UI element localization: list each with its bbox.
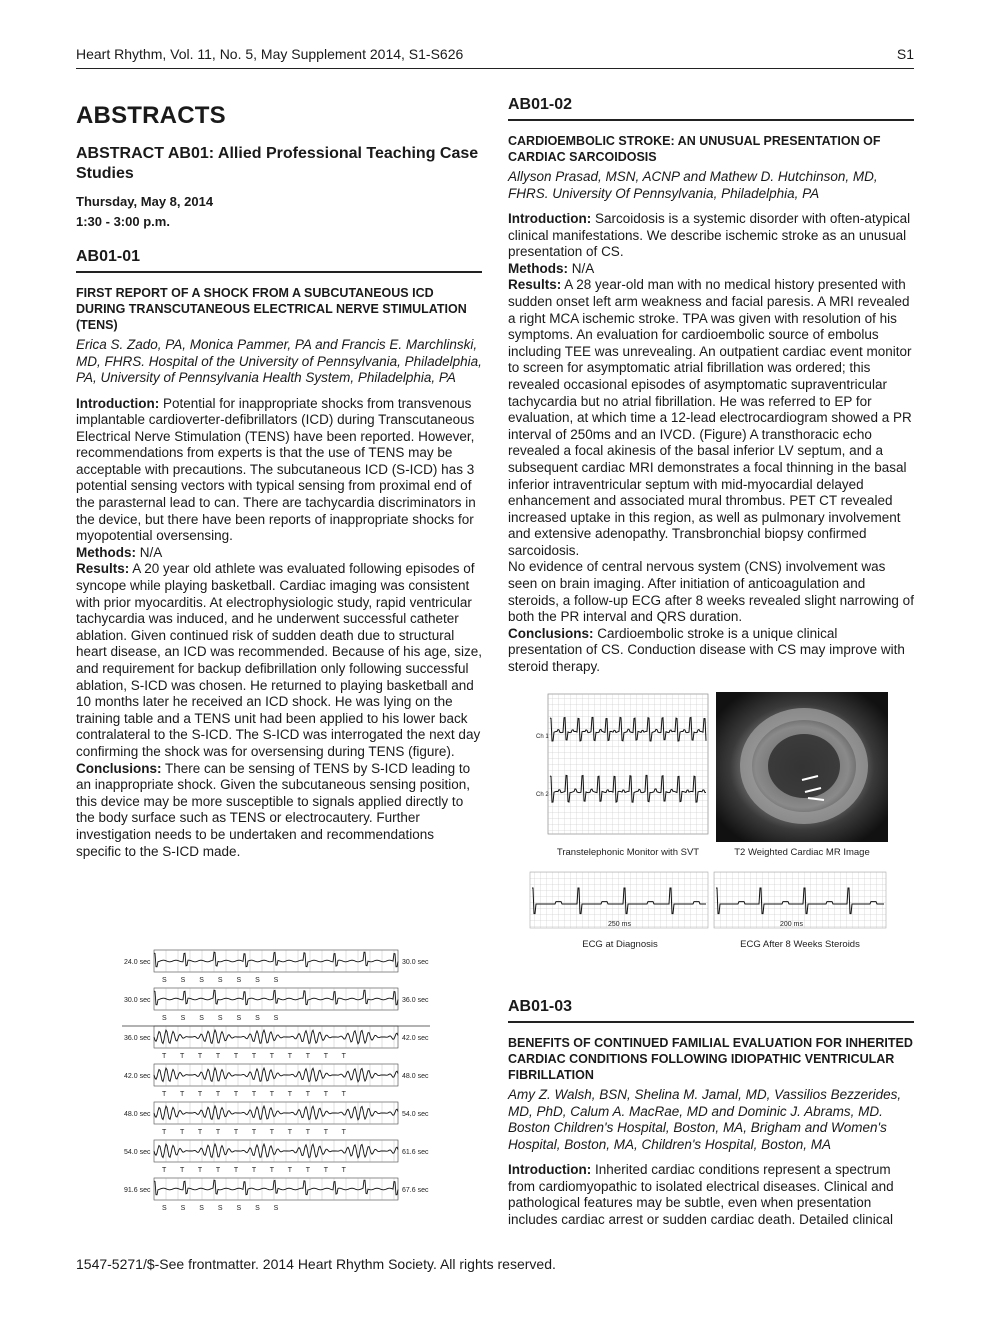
left-column [76,96,482,860]
copyright-footer: 1547-5271/$-See frontmatter. 2014 Heart Rhythm Society. All rights reserved. [76,1256,556,1272]
introduction-text: Inherited cardiac conditions represent a spectrum from cardiomyopathic to isolated electrical diseases. Clinical and pathological features may be subtle, even when presentation includes cardiac arrest or sudden cardiac death. Detailed clinical [508,1162,894,1227]
abstract-title: CARDIOEMBOLIC STROKE: AN UNUSUAL PRESENTATION OF CARDIAC SARCOIDOSIS [508,134,881,164]
session-time: 1:30 - 3:00 p.m. [76,214,170,229]
journal-citation: Heart Rhythm, Vol. 11, No. 5, May Supplement 2014, S1-S626 [76,46,464,62]
abstract-id: AB01-01 [76,248,482,273]
caption-mri: T2 Weighted Cardiac MR Image [734,847,870,858]
introduction-paragraph [508,1162,914,1228]
pr-interval-250: 250 ms [608,921,631,928]
section-heading: ABSTRACTS [76,102,226,129]
page-number: S1 [896,46,914,62]
introduction-text: Sarcoidosis is a systemic disorder with often-atypical clinical manifestations. We describe ischemic stroke as an unusual presentation of CS. [508,211,911,260]
abstract-title: BENEFITS OF CONTINUED FAMILIAL EVALUATION FOR INHERITED CARDIAC CONDITIONS FOLLOWING IDIOPATHIC VENTRICULAR FIBRILLATION [508,1036,913,1082]
caption-monitor: Transtelephonic Monitor with SVT [556,847,700,858]
abstract-ab01-03 [508,998,914,1228]
conclusions-text: There can be sensing of TENS by S-ICD leading to an inappropriate shock. Given the subcutaneous sensing position, this device may be more susceptible to signals applied directly to the body surface such as TENS or electrocautery. Further investigation needs to be undertaken and recommendations specific to the S-ICD made. [76,760,471,859]
methods-text: N/A [139,544,163,560]
abstract-title: FIRST REPORT OF A SHOCK FROM A SUBCUTANEOUS ICD DURING TRANSCUTANEOUS ELECTRICAL NERVE STIMULATION (TENS) [76,286,467,332]
introduction-label: Introduction: [76,395,160,411]
beat-markers: S S S S S S S [162,1205,285,1212]
conclusions-text: Cardioembolic stroke is a unique clinical presentation of CS. Conduction disease with CS may improve with steroid therapy. [508,625,905,675]
caption-ecg-diagnosis: ECG at Diagnosis [582,939,658,950]
session-date: Thursday, May 8, 2014 [76,194,214,209]
results-paragraph [508,277,914,559]
strip-end-time: 36.0 sec [402,997,429,1004]
sarcoidosis-figure [528,692,888,954]
results-text: A 28 year-old man with no medical history presented with sudden onset left arm weakness and facial paresis. A MRI revealed a right MCA ischemic stroke. TPA was given with resolution of his symptoms. An evaluation for cardioembolic source of embolus including TEE was unrevealing. An outpatient cardiac event monitor to screen for asymptomatic atrial fibrillation was ordered; this revealed occasional episodes of asymptomatic supraventricular tachycardia but no atrial fibrillation. He was referred to EP for evaluation, at which time a 12-lead electrocardiogram showed a PR interval of 250ms and an IVCD. (Figure) A transthoracic echo revealed a focal akinesis of the basal inferior LV septum, and a subsequent cardiac MRI demonstrates a focal thinning in the basal inferior intraventricular septum with mid-myocardial delayed enhancement and associated mural thrombus. PET CT revealed increased uptake in this region, as well as pulmonary involvement and extensive adenopathy. Transbronchial biopsy confirmed sarcoidosis. [508,277,912,558]
transtelephonic-monitor-panel [536,694,708,834]
caption-ecg-after: ECG After 8 Weeks Steroids [740,939,860,950]
abstract-authors: Allyson Prasad, MSN, ACNP and Mathew D. Hutchinson, MD, FHRS. University Of Pennsylvania, Philadelphia, PA [508,169,878,201]
strip-start-time: 54.0 sec [124,1149,151,1156]
strip-end-time: 42.0 sec [402,1035,429,1042]
strip-start-time: 48.0 sec [124,1111,151,1118]
strip-start-time: 24.0 sec [124,959,151,966]
introduction-label: Introduction: [508,211,592,226]
introduction-label: Introduction: [508,1162,592,1177]
results-text: A 20 year old athlete was evaluated following episodes of syncope while playing basketball. Cardiac imaging was consistent with prior myocarditis. At electrophysiologic study, rapid ventricular tachycardia was induced, and he underwent successful catheter ablation. Given continued risk of sudden death due to structural heart disease, an ICD was recommended. Because of his age, size, and requirement for backup defibrillation only following successful ablation, S-ICD was chosen. He returned to playing basketball and 10 months later he received an ICD shock. He was lying on the training table and a TENS unit had been applied to his lower back contralateral to the S-ICD. The S-ICD was interrogated the next day confirming the shock was for oversensing during TENS (figure). [76,561,482,759]
conclusions-label: Conclusions: [76,760,162,776]
strip-start-time: 30.0 sec [124,997,151,1004]
abstract-body [76,396,482,861]
methods-label: Methods: [76,544,136,560]
strip-end-time: 67.6 sec [402,1187,429,1194]
introduction-text: Potential for inappropriate shocks from transvenous implantable cardioverter-defibrillators (ICD) during Transcutaneous Electrical Nerve Stimulation (TENS) have been reported. However, recommendations from experts is that the use of TENS may be acceptable with precautions. The subcutaneous ICD (S-ICD) has 3 potential sensing vectors with typical sensing from proximal end of the parasternal lead to can. There are tachycardia discriminators in the device, but there have been reports of inappropriate shocks for myopotential oversensing. [76,395,476,544]
session-title: ABSTRACT AB01: Allied Professional Teaching Case Studies [76,145,479,182]
cardiac-mri-panel [716,692,888,842]
abstract-ab01-02 [508,96,914,676]
channel-1-label: Ch 1 [536,734,549,740]
strip-start-time: 42.0 sec [124,1073,151,1080]
results-label: Results: [508,277,562,293]
abstract-authors: Erica S. Zado, PA, Monica Pammer, PA and Francis E. Marchlinski, MD, FHRS. Hospital of the University of Pennsylvania, Philadelphia, PA, University of Pennsylvania Health System, Philadelphia, PA [76,337,482,385]
beat-markers: S S S S S S S [162,1015,285,1022]
strip-start-time: 91.6 sec [124,1187,151,1194]
conclusions-paragraph [76,761,482,861]
results-paragraph [76,561,482,760]
results-label: Results: [76,561,130,577]
ecg-after-steroids-panel [714,872,886,928]
strip-end-time: 48.0 sec [402,1073,429,1080]
methods-label: Methods: [508,260,568,276]
pr-interval-200: 200 ms [780,921,803,928]
strip-end-time: 30.0 sec [402,959,429,966]
methods-paragraph [508,261,914,278]
abstract-id: AB01-03 [508,998,914,1023]
beat-markers: S S S S S S S [162,977,285,984]
methods-text: N/A [571,260,595,276]
abstract-authors: Amy Z. Walsh, BSN, Shelina M. Jamal, MD, Vassilios Bezzerides, MD, PhD, Calum A. MacRae, MD and Dominic J. Abrams, MD. Boston Children's Hospital, Boston, MA, Brigham and Women's Hospital, Boston, MA, Children's Hospital, Boston, MA [508,1087,902,1152]
results-continued: No evidence of central nervous system (CNS) involvement was seen on brain imaging. After initiation of anticoagulation and steroids, a follow-up ECG after 8 weeks revealed slight narrowing of both the PR interval and QRS duration. [508,559,914,625]
running-head [76,44,914,69]
abstract-ab01-01 [76,248,482,860]
conclusions-label: Conclusions: [508,625,594,641]
strip-end-time: 61.6 sec [402,1149,429,1156]
beat-markers: T T T T T T T T T T T [162,1053,352,1060]
introduction-paragraph [508,211,914,261]
introduction-paragraph [76,396,482,545]
methods-paragraph [76,545,482,562]
strip-end-time: 54.0 sec [402,1111,429,1118]
strip-start-time: 36.0 sec [124,1035,151,1042]
right-column [508,96,914,676]
session-meta [76,192,482,232]
channel-2-label: Ch 2 [536,792,549,798]
beat-markers: T T T T T T T T T T T [162,1167,352,1174]
ecg-at-diagnosis-panel [530,872,708,928]
abstract-id: AB01-02 [508,96,914,121]
abstract-body [508,1162,914,1228]
beat-markers: T T T T T T T T T T T [162,1091,352,1098]
abstract-body [508,211,914,676]
sicd-electrogram-figure [122,946,430,1231]
beat-markers: T T T T T T T T T T T [162,1129,352,1136]
conclusions-paragraph [508,626,914,676]
